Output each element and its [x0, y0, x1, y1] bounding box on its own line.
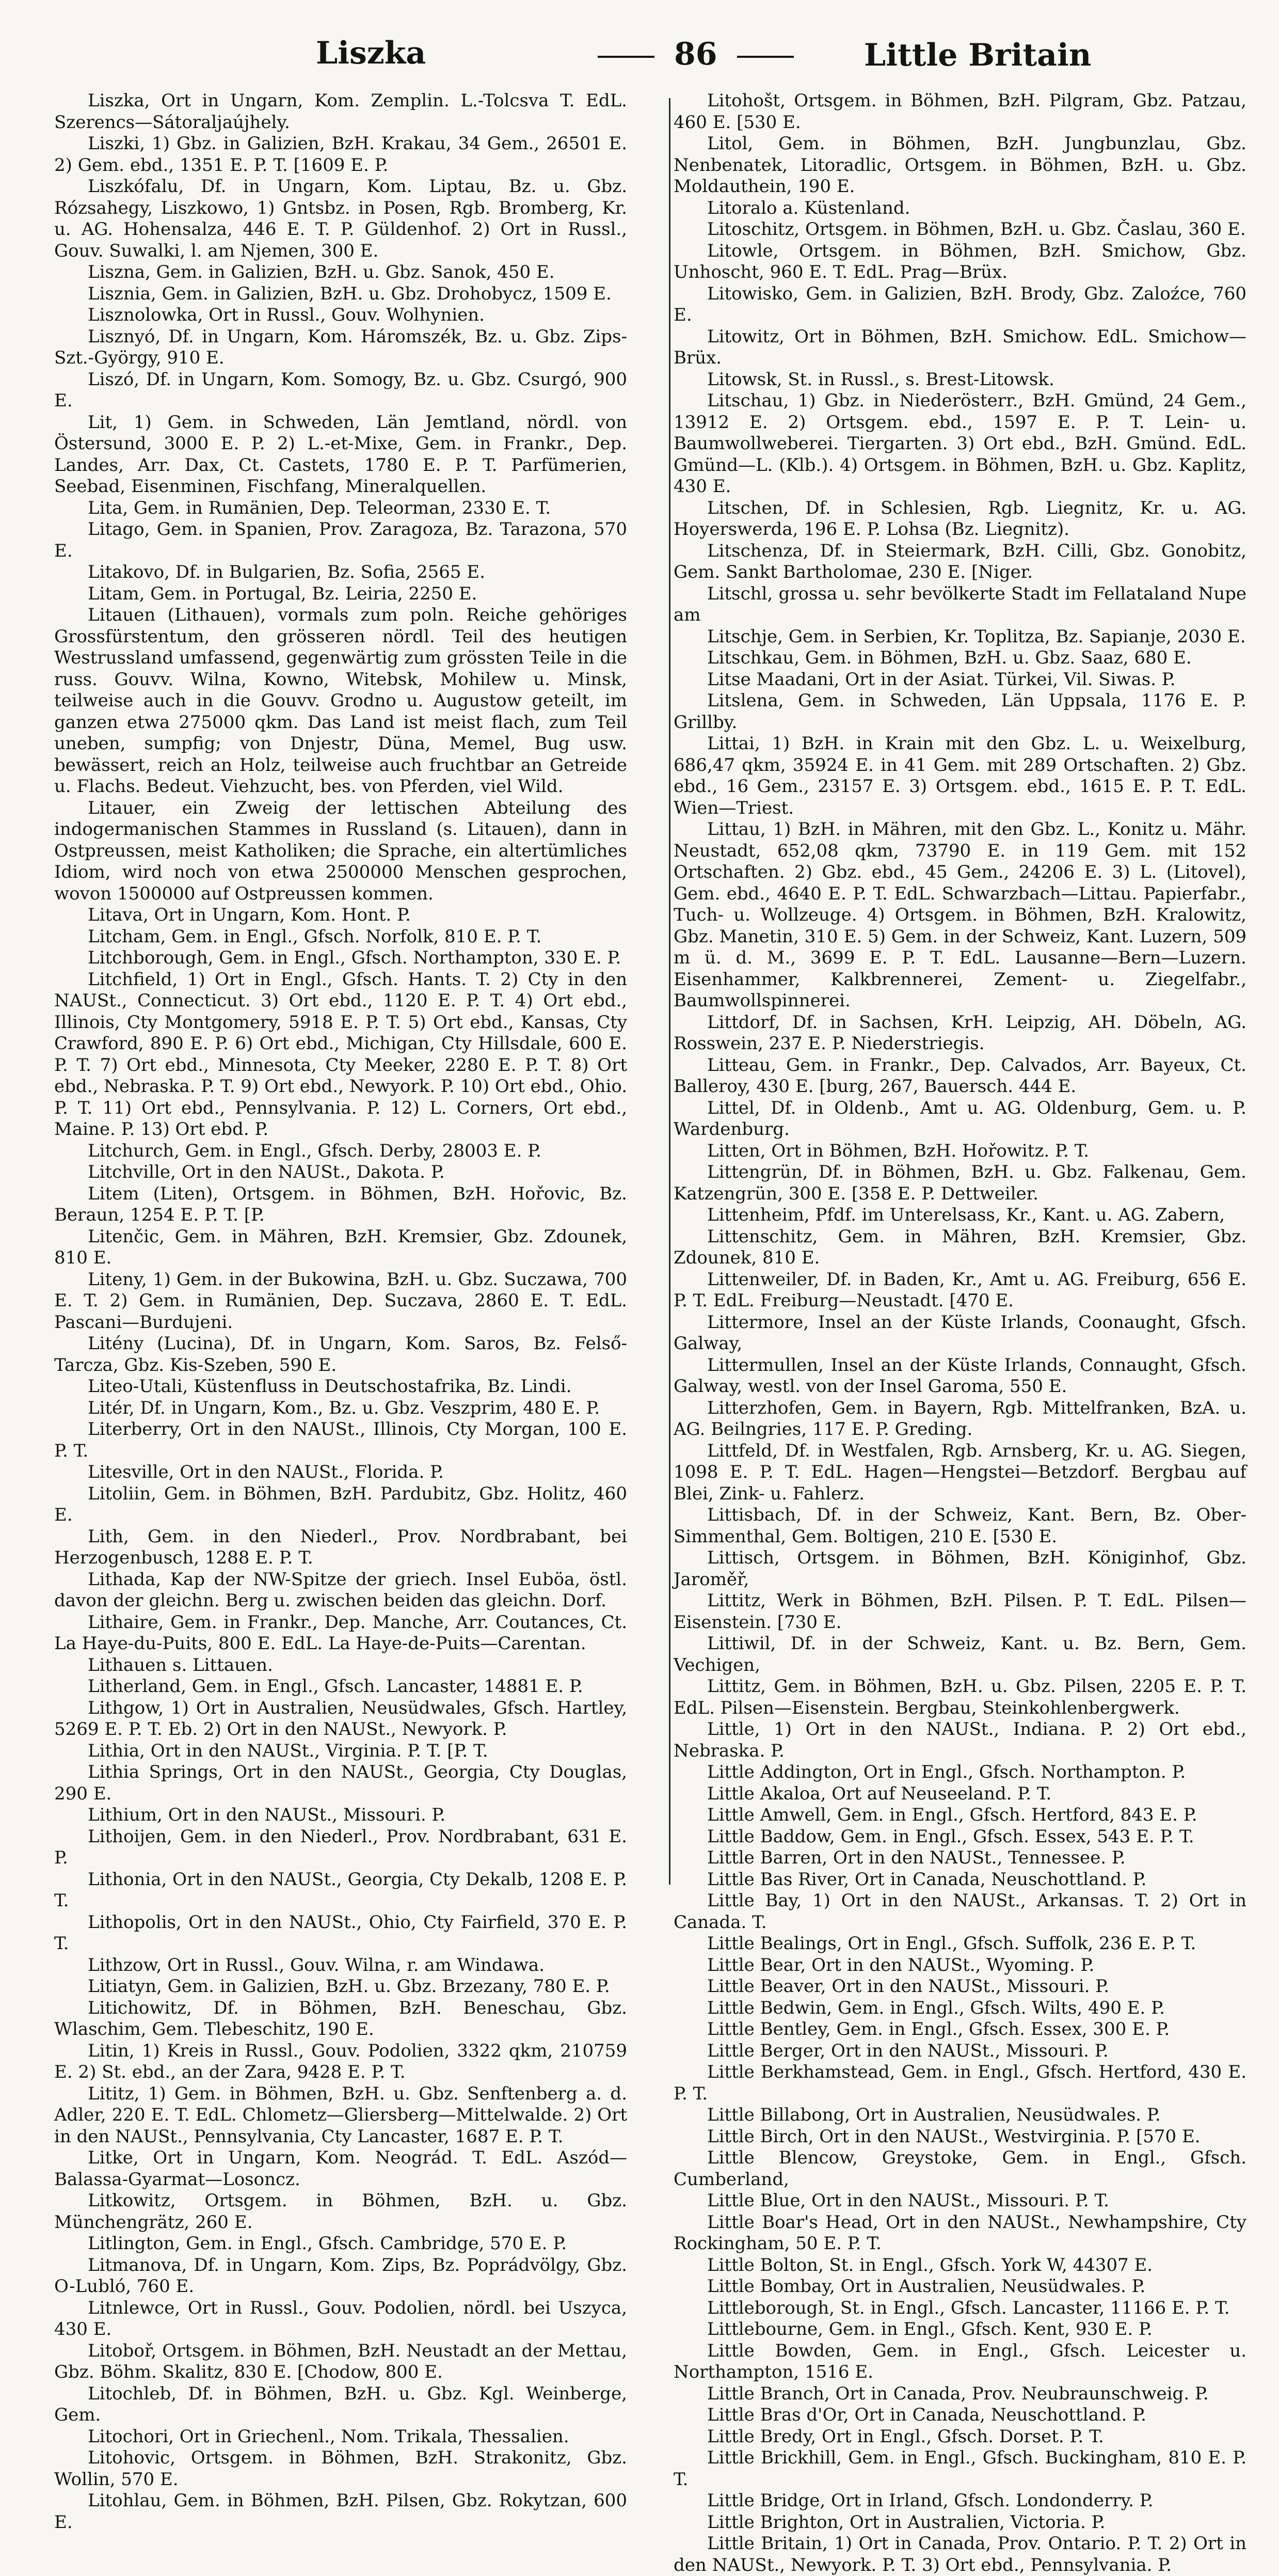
gazetteer-entry: Little Barren, Ort in den NAUSt., Tennessee. P. [707, 1847, 1126, 1868]
gazetteer-entry: Little Bombay, Ort in Australien, Neusüdwales. P. [707, 2276, 1146, 2297]
gazetteer-entry: Lithia Springs, Ort in den NAUSt., Georgia, Cty Douglas, 290 E. [54, 1762, 627, 1804]
gazetteer-entry: Little Brickhill, Gem. in Engl., Gfsch. Buckingham, 810 E. P. T. [674, 2447, 1246, 2490]
gazetteer-entry: Lithauen s. Littauen. [88, 1654, 273, 1676]
gazetteer-entry: Little Berkhamstead, Gem. in Engl., Gfsch. Hertford, 430 E. P. T. [674, 2062, 1246, 2104]
gazetteer-entry: Littitz, Gem. in Böhmen, BzH. u. Gbz. Pilsen, 2205 E. P. T. EdL. Pilsen—Eisenstein. Bergbau, Steinkohlenbergwerk. [674, 1676, 1246, 1718]
gazetteer-entry: Litohlau, Gem. in Böhmen, BzH. Pilsen, Gbz. Rokytzan, 600 E. [54, 2490, 627, 2533]
gazetteer-entry: Little Bowden, Gem. in Engl., Gfsch. Leicester u. Northampton, 1516 E. [674, 2340, 1246, 2382]
gazetteer-entry: Littel, Df. in Oldenb., Amt u. AG. Oldenburg, Gem. u. P. Wardenburg. [674, 1097, 1246, 1140]
gazetteer-entry: Littfeld, Df. in Westfalen, Rgb. Arnsberg, Kr. u. AG. Siegen, 1098 E. P. T. EdL. Hagen—Hengstei—Betzdorf. Bergbau auf Blei, Zink- u. Fahlerz. [674, 1440, 1246, 1504]
gazetteer-entry: Little Brighton, Ort in Australien, Victoria. P. [707, 2511, 1106, 2533]
gazetteer-entry: Litenčic, Gem. in Mähren, BzH. Kremsier, Gbz. Zdounek, 810 E. [54, 1226, 627, 1268]
header-right-keyword: Little Britain [864, 37, 1092, 73]
gazetteer-entry: Littiwil, Df. in der Schweiz, Kant. u. Bz. Bern, Gem. Vechigen, [674, 1633, 1246, 1676]
gazetteer-entry: Liteo-Utali, Küstenfluss in Deutschostafrika, Bz. Lindi. [88, 1376, 572, 1397]
gazetteer-entry: Litowisko, Gem. in Galizien, BzH. Brody, Gbz. Zaloźce, 760 E. [674, 283, 1246, 325]
gazetteer-entry: Litschje, Gem. in Serbien, Kr. Toplitza, Bz. Sapianje, 2030 E. [707, 626, 1246, 647]
gazetteer-entry: Littermore, Insel an der Küste Irlands, Coonaught, Gfsch. Galway, [674, 1311, 1246, 1354]
gazetteer-entry: Litem (Liten), Ortsgem. in Böhmen, BzH. Hořovic, Bz. Beraun, 1254 E. P. T. [P. [54, 1183, 627, 1225]
gazetteer-entry: Litohošt, Ortsgem. in Böhmen, BzH. Pilgram, Gbz. Patzau, 460 E. [530 E. [674, 90, 1246, 133]
gazetteer-entry: Litteau, Gem. in Frankr., Dep. Calvados, Arr. Bayeux, Ct. Balleroy, 430 E. [burg, 267, Bauersch. 444 E. [674, 1054, 1246, 1097]
gazetteer-entry: Litchurch, Gem. in Engl., Gfsch. Derby, 28003 E. P. [88, 1140, 541, 1161]
gazetteer-entry: Littleborough, St. in Engl., Gfsch. Lancaster, 11166 E. P. T. [707, 2297, 1230, 2318]
gazetteer-entry: Lithada, Kap der NW-Spitze der griech. Insel Euböa, östl. davon der gleichn. Berg u. zwischen beiden das gleichn. Dorf. [54, 1569, 627, 1611]
gazetteer-entry: Little Bridge, Ort in Irland, Gfsch. Londonderry. P. [707, 2490, 1154, 2511]
gazetteer-entry: Lithium, Ort in den NAUSt., Missouri. P. [88, 1805, 446, 1825]
gazetteer-entry: Little Blue, Ort in den NAUSt., Missouri. P. T. [707, 2190, 1109, 2211]
gazetteer-entry: Little Amwell, Gem. in Engl., Gfsch. Hertford, 843 E. P. [707, 1805, 1197, 1825]
gazetteer-entry: Litschenza, Df. in Steiermark, BzH. Cilli, Gbz. Gonobitz, Gem. Sankt Bartholomae, 230 E. [Niger. [674, 540, 1246, 582]
gazetteer-entry: Litoliin, Gem. in Böhmen, BzH. Pardubitz, Gbz. Holitz, 460 E. [54, 1483, 627, 1525]
page-header [0, 25, 1279, 92]
gazetteer-entry: Little Addington, Ort in Engl., Gfsch. Northampton. P. [707, 1762, 1186, 1782]
gazetteer-entry: Little Bealings, Ort in Engl., Gfsch. Suffolk, 236 E. P. T. [707, 1933, 1196, 1954]
gazetteer-entry: Liszki, 1) Gbz. in Galizien, BzH. Krakau, 34 Gem., 26501 E. 2) Gem. ebd., 1351 E. P. T. [1609 E. P. [54, 133, 627, 176]
gazetteer-entry: Little Berger, Ort in den NAUSt., Missouri. P. [707, 2040, 1109, 2061]
gazetteer-entry: Litschen, Df. in Schlesien, Rgb. Liegnitz, Kr. u. AG. Hoyerswerda, 196 E. P. Lohsa (Bz. Liegnitz). [674, 497, 1246, 540]
gazetteer-entry: Little Bay, 1) Ort in den NAUSt., Arkansas. T. 2) Ort in Canada. T. [674, 1890, 1246, 1933]
gazetteer-entry: Lisznolowka, Ort in Russl., Gouv. Wolhynien. [88, 305, 485, 325]
gazetteer-entry: Litoralo a. Küstenland. [707, 197, 910, 218]
gazetteer-entry: Litiatyn, Gem. in Galizien, BzH. u. Gbz. Brzezany, 780 E. P. [88, 1976, 610, 1997]
gazetteer-entry: Lita, Gem. in Rumänien, Dep. Teleorman, 2330 E. T. [88, 497, 551, 518]
header-left-keyword: Liszka [316, 35, 426, 71]
gazetteer-entry: Litago, Gem. in Spanien, Prov. Zaragoza, Bz. Tarazona, 570 E. [54, 519, 627, 561]
gazetteer-entry: Little Britain, 1) Ort in Canada, Prov. Ontario. P. T. 2) Ort in den NAUSt., Newyork. P. T. 3) Ort ebd., Pennsylvania. P. [674, 2533, 1246, 2575]
gazetteer-entry: Lithopolis, Ort in den NAUSt., Ohio, Cty Fairfield, 370 E. P. T. [54, 1911, 627, 1954]
gazetteer-entry: Lithaire, Gem. in Frankr., Dep. Manche, Arr. Coutances, Ct. La Haye-du-Puits, 800 E. EdL. La Haye-de-Puits—Carentan. [54, 1611, 627, 1654]
gazetteer-entry: Litchborough, Gem. in Engl., Gfsch. Northampton, 330 E. P. [88, 947, 621, 968]
gazetteer-entry: Littenheim, Pfdf. im Unterelsass, Kr., Kant. u. AG. Zabern, [707, 1205, 1225, 1225]
gazetteer-entry: Litava, Ort in Ungarn, Kom. Hont. P. [88, 905, 411, 925]
gazetteer-entry: Little Akaloa, Ort auf Neuseeland. P. T. [707, 1783, 1052, 1804]
gazetteer-entry: Litowitz, Ort in Böhmen, BzH. Smichow. EdL. Smichow—Brüx. [674, 326, 1246, 368]
gazetteer-entry: Little Bas River, Ort in Canada, Neuschottland. P. [707, 1869, 1147, 1890]
gazetteer-entry: Litowle, Ortsgem. in Böhmen, BzH. Smichow, Gbz. Unhoscht, 960 E. T. EdL. Prag—Brüx. [674, 240, 1246, 282]
gazetteer-entry: Litowsk, St. in Russl., s. Brest-Litowsk. [707, 369, 1054, 390]
gazetteer-entry: Litchfield, 1) Ort in Engl., Gfsch. Hants. T. 2) Cty in den NAUSt., Connecticut. 3) Ort ebd., 1120 E. P. T. 4) Ort ebd., Illinois, Cty Montgomery, 5918 E. P. T. 5) Ort ebd., Kansas, Cty Crawford, 890 E. P. 6) Ort ebd., Michigan, Cty Hillsdale, 600 E. P. T. 7) Ort ebd., Minnesota, Cty Meeker, 2280 E. P. T. 8) Ort ebd., Nebraska. P. T. 9) Ort ebd., Newyork. P. 10) Ort ebd., Ohio. P. T. 11) Ort ebd., Pennsylvania. P. 12) L. Corners, Ort ebd., Maine. P. 13) Ort ebd. P. [54, 969, 627, 1140]
gazetteer-entry: Lithoijen, Gem. in den Niederl., Prov. Nordbrabant, 631 E. P. [54, 1826, 627, 1868]
gazetteer-entry: Little Bras d'Or, Ort in Canada, Neuschottland. P. [707, 2405, 1146, 2425]
gazetteer-entry: Lisznia, Gem. in Galizien, BzH. u. Gbz. Drohobycz, 1509 E. [88, 283, 612, 304]
gazetteer-entry: Lisznyó, Df. in Ungarn, Kom. Háromszék, Bz. u. Gbz. Zips-Szt.-György, 910 E. [54, 326, 627, 368]
gazetteer-entry: Litény (Lucina), Df. in Ungarn, Kom. Saros, Bz. Felső-Tarcza, Gbz. Kis-Szeben, 590 E. [54, 1333, 627, 1376]
gazetteer-entry: Litoschitz, Ortsgem. in Böhmen, BzH. u. Gbz. Časlau, 360 E. [707, 219, 1246, 240]
gazetteer-entry: Littermullen, Insel an der Küste Irlands, Connaught, Gfsch. Galway, westl. von der Insel Garoma, 550 E. [674, 1354, 1246, 1397]
gazetteer-entry: Literberry, Ort in den NAUSt., Illinois, Cty Morgan, 100 E. P. T. [54, 1419, 627, 1461]
gazetteer-entry: Litauen (Lithauen), vormals zum poln. Reiche gehöriges Grossfürstentum, den grösseren nördl. Teil des heutigen Westrussland umfassend, gegenwärtig zum grössten Teile in die russ. Gouvv. Wilna, Kowno, Witebsk, Mohilew u. Minsk, teilweise auch in die Gouvv. Grodno u. Augustow geteilt, im ganzen etwa 275000 qkm. Das Land ist meist flach, zum Teil uneben, sumpfig; von Dnjestr, Düna, Memel, Bug usw. bewässert, reich an Holz, teilweise auch fruchtbar an Getreide u. Flachs. Bedeut. Viehzucht, bes. von Pferden, viel Wild. [54, 605, 627, 797]
gazetteer-entry: Litherland, Gem. in Engl., Gfsch. Lancaster, 14881 E. P. [88, 1676, 583, 1697]
gazetteer-entry: Lit, 1) Gem. in Schweden, Län Jemtland, nördl. von Östersund, 3000 E. P. 2) L.-et-Mixe, Gem. in Frankr., Dep. Landes, Arr. Dax, Ct. Castets, 1780 E. P. T. Parfümerien, Seebad, Eisenminen, Fischfang, Mineralquellen. [54, 412, 627, 497]
left-column [54, 90, 627, 2533]
gazetteer-entry: Littisch, Ortsgem. in Böhmen, BzH. Königinhof, Gbz. Jaroměř, [674, 1547, 1246, 1590]
gazetteer-entry: Litcham, Gem. in Engl., Gfsch. Norfolk, 810 E. P. T. [88, 926, 542, 947]
gazetteer-entry: Littengrün, Df. in Böhmen, BzH. u. Gbz. Falkenau, Gem. Katzengrün, 300 E. [358 E. P. Dettweiler. [674, 1162, 1246, 1204]
gazetteer-entry: Litschau, 1) Gbz. in Niederösterr., BzH. Gmünd, 24 Gem., 13912 E. 2) Ortsgem. ebd., 1597 E. P. T. Lein- u. Baumwollweberei. Tiergarten. 3) Ort ebd., BzH. Gmünd. EdL. Gmünd—L. (Klb.). 4) Ortsgem. in Böhmen, BzH. u. Gbz. Kaplitz, 430 E. [674, 390, 1246, 497]
gazetteer-entry: Litse Maadani, Ort in der Asiat. Türkei, Vil. Siwas. P. [707, 669, 1176, 690]
gazetteer-entry: Lithia, Ort in den NAUSt., Virginia. P. T. [P. T. [88, 1740, 488, 1761]
gazetteer-entry: Litten, Ort in Böhmen, BzH. Hořowitz. P. T. [707, 1140, 1090, 1161]
gazetteer-entry: Little Bedwin, Gem. in Engl., Gfsch. Wilts, 490 E. P. [707, 1997, 1165, 2018]
gazetteer-entry: Liszna, Gem. in Galizien, BzH. u. Gbz. Sanok, 450 E. [88, 262, 555, 282]
gazetteer-entry: Littai, 1) BzH. in Krain mit den Gbz. L. u. Weixelburg, 686,47 qkm, 35924 E. in 41 Gem. mit 289 Ortschaften. 2) Gbz. ebd., 16 Gem., 23157 E. 3) Ortsgem. ebd., 1615 E. P. T. EdL. Wien—Triest. [674, 733, 1246, 818]
gazetteer-entry: Little Bentley, Gem. in Engl., Gfsch. Essex, 300 E. P. [707, 2019, 1170, 2040]
gazetteer-entry: Liszó, Df. in Ungarn, Kom. Somogy, Bz. u. Gbz. Csurgó, 900 E. [54, 369, 627, 411]
column-divider [669, 98, 670, 1885]
gazetteer-entry: Litchville, Ort in den NAUSt., Dakota. P. [88, 1162, 445, 1182]
gazetteer-entry: Little Branch, Ort in Canada, Prov. Neubraunschweig. P. [707, 2383, 1209, 2404]
page-number: 86 [578, 36, 813, 72]
gazetteer-entry: Littlebourne, Gem. in Engl., Gfsch. Kent, 930 E. P. [707, 2319, 1153, 2340]
gazetteer-entry: Litke, Ort in Ungarn, Kom. Neográd. T. EdL. Aszód—Balassa-Gyarmat—Losoncz. [54, 2147, 627, 2190]
gazetteer-entry: Lithgow, 1) Ort in Australien, Neusüdwales, Gfsch. Hartley, 5269 E. P. T. Eb. 2) Ort in den NAUSt., Newyork. P. [54, 1697, 627, 1740]
gazetteer-entry: Lith, Gem. in den Niederl., Prov. Nordbrabant, bei Herzogenbusch, 1288 E. P. T. [54, 1526, 627, 1568]
gazetteer-entry: Littenschitz, Gem. in Mähren, BzH. Kremsier, Gbz. Zdounek, 810 E. [674, 1226, 1246, 1268]
gazetteer-entry: Litterzhofen, Gem. in Bayern, Rgb. Mittelfranken, BzA. u. AG. Beilngries, 117 E. P. Greding. [674, 1397, 1246, 1440]
gazetteer-entry: Litakovo, Df. in Bulgarien, Bz. Sofia, 2565 E. [88, 562, 485, 582]
gazetteer-entry: Litam, Gem. in Portugal, Bz. Leiria, 2250 E. [88, 583, 477, 604]
gazetteer-entry: Litochleb, Df. in Böhmen, BzH. u. Gbz. Kgl. Weinberge, Gem. [54, 2383, 627, 2425]
gazetteer-entry: Litochori, Ort in Griechenl., Nom. Trikala, Thessalien. [88, 2426, 569, 2447]
gazetteer-entry: Little Bolton, St. in Engl., Gfsch. York W, 44307 E. [707, 2254, 1153, 2275]
gazetteer-entry: Litnlewce, Ort in Russl., Gouv. Podolien, nördl. bei Uszyca, 430 E. [54, 2297, 627, 2340]
gazetteer-entry: Little Baddow, Gem. in Engl., Gfsch. Essex, 543 E. P. T. [707, 1826, 1194, 1847]
gazetteer-entry: Litschkau, Gem. in Böhmen, BzH. u. Gbz. Saaz, 680 E. [707, 647, 1192, 668]
gazetteer-entry: Littdorf, Df. in Sachsen, KrH. Leipzig, AH. Döbeln, AG. Rosswein, 237 E. P. Niederstriegis. [674, 1012, 1246, 1054]
gazetteer-entry: Litkowitz, Ortsgem. in Böhmen, BzH. u. Gbz. Münchengrätz, 260 E. [54, 2190, 627, 2233]
gazetteer-entry: Litol, Gem. in Böhmen, BzH. Jungbunzlau, Gbz. Nenbenatek, Litoradlic, Ortsgem. in Böhmen, BzH. u. Gbz. Moldauthein, 190 E. [674, 133, 1246, 197]
gazetteer-entry: Litohovic, Ortsgem. in Böhmen, BzH. Strakonitz, Gbz. Wollin, 570 E. [54, 2447, 627, 2490]
gazetteer-entry: Liszkófalu, Df. in Ungarn, Kom. Liptau, Bz. u. Gbz. Rózsahegy, Liszkowo, 1) Gntsbz. in Posen, Rgb. Bromberg, Kr. u. AG. Hohensalza, 446 E. T. P. Güldenhof. 2) Ort in Russl., Gouv. Suwalki, l. am Njemen, 300 E. [54, 176, 627, 261]
gazetteer-entry: Little Billabong, Ort in Australien, Neusüdwales. P. [707, 2105, 1161, 2125]
gazetteer-entry: Lithzow, Ort in Russl., Gouv. Wilna, r. am Windawa. [88, 1954, 545, 1976]
gazetteer-entry: Litmanova, Df. in Ungarn, Kom. Zips, Bz. Poprádvölgy, Gbz. O-Lubló, 760 E. [54, 2254, 627, 2297]
gazetteer-entry: Litesville, Ort in den NAUSt., Florida. P. [88, 1462, 444, 1482]
gazetteer-entry: Litlington, Gem. in Engl., Gfsch. Cambridge, 570 E. P. [88, 2233, 567, 2254]
gazetteer-entry: Littitz, Werk in Böhmen, BzH. Pilsen. P. T. EdL. Pilsen—Eisenstein. [730 E. [674, 1590, 1246, 1633]
gazetteer-entry: Litschl, grossa u. sehr bevölkerte Stadt im Fellataland Nupe am [674, 583, 1246, 625]
gazetteer-entry: Little Bear, Ort in den NAUSt., Wyoming. P. [707, 1954, 1095, 1976]
gazetteer-entry: Litichowitz, Df. in Böhmen, BzH. Beneschau, Gbz. Wlaschim, Gem. Tlebeschitz, 190 E. [54, 1997, 627, 2040]
gazetteer-entry: Littau, 1) BzH. in Mähren, mit den Gbz. L., Konitz u. Mähr. Neustadt, 652,08 qkm, 73790 E. in 119 Gem. mit 152 Ortschaften. 2) Gbz. ebd., 45 Gem., 24206 E. 3) L. (Litovel), Gem. ebd., 4640 E. P. T. EdL. Schwarzbach—Littau. Papierfabr., Tuch- u. Wollzeuge. 4) Ortsgem. in Böhmen, BzH. Kralowitz, Gbz. Manetin, 310 E. 5) Gem. in der Schweiz, Kant. Luzern, 509 m ü. d. M., 3699 E. P. T. EdL. Lausanne—Bern—Luzern. Eisenhammer, Kalkbrennerei, Zement- u. Ziegelfabr., Baumwollspinnerei. [674, 819, 1246, 1011]
gazetteer-entry: Litslena, Gem. in Schweden, Län Uppsala, 1176 E. P. Grillby. [674, 690, 1246, 733]
gazetteer-entry: Little Beaver, Ort in den NAUSt., Missouri. P. [707, 1976, 1110, 1997]
right-column [674, 90, 1246, 2575]
gazetteer-entry: Litauer, ein Zweig der lettischen Abteilung des indogermanischen Stammes in Russland (s. Litauen), dann in Ostpreussen, meist Katholiken; die Sprache, ein altertümliches Idiom, wird noch von etwa 2500000 Menschen gesprochen, wovon 1500000 auf Ostpreussen kommen. [54, 797, 627, 904]
gazetteer-entry: Litér, Df. in Ungarn, Kom., Bz. u. Gbz. Veszprim, 480 E. P. [88, 1397, 600, 1418]
gazetteer-entry: Litoboř, Ortsgem. in Böhmen, BzH. Neustadt an der Mettau, Gbz. Böhm. Skalitz, 830 E. [Chodow, 800 E. [54, 2340, 627, 2382]
gazetteer-entry: Little Boar's Head, Ort in den NAUSt., Newhampshire, Cty Rockingham, 50 E. P. T. [674, 2211, 1246, 2254]
gazetteer-entry: Little Bredy, Ort in Engl., Gfsch. Dorset. P. T. [707, 2426, 1104, 2447]
gazetteer-entry: Litin, 1) Kreis in Russl., Gouv. Podolien, 3322 qkm, 210759 E. 2) St. ebd., an der Zara, 9428 E. P. T. [54, 2040, 627, 2082]
gazetteer-entry: Littenweiler, Df. in Baden, Kr., Amt u. AG. Freiburg, 656 E. P. T. EdL. Freiburg—Neustadt. [470 E. [674, 1269, 1246, 1311]
gazetteer-entry: Little, 1) Ort in den NAUSt., Indiana. P. 2) Ort ebd., Nebraska. P. [674, 1719, 1246, 1761]
gazetteer-entry: Liszka, Ort in Ungarn, Kom. Zemplin. L.-Tolcsva T. EdL. Szerencs—Sátoraljaújhely. [54, 90, 627, 133]
gazetteer-entry: Liteny, 1) Gem. in der Bukowina, BzH. u. Gbz. Suczawa, 700 E. T. 2) Gem. in Rumänien, Dep. Suczava, 2860 E. T. EdL. Pascani—Burdujeni. [54, 1269, 627, 1333]
gazetteer-entry: Littisbach, Df. in der Schweiz, Kant. Bern, Bz. Ober-Simmenthal, Gem. Boltigen, 210 E. [530 E. [674, 1505, 1246, 1547]
gazetteer-entry: Lithonia, Ort in den NAUSt., Georgia, Cty Dekalb, 1208 E. P. T. [54, 1869, 627, 1911]
gazetteer-entry: Little Blencow, Greystoke, Gem. in Engl., Gfsch. Cumberland, [674, 2147, 1246, 2190]
gazetteer-entry: Little Birch, Ort in den NAUSt., Westvirginia. P. [570 E. [707, 2126, 1201, 2147]
gazetteer-entry: Lititz, 1) Gem. in Böhmen, BzH. u. Gbz. Senftenberg a. d. Adler, 220 E. T. EdL. Chlometz—Gliersberg—Mittelwalde. 2) Ort in den NAUSt., Pennsylvania, Cty Lancaster, 1687 E. P. T. [54, 2083, 627, 2147]
